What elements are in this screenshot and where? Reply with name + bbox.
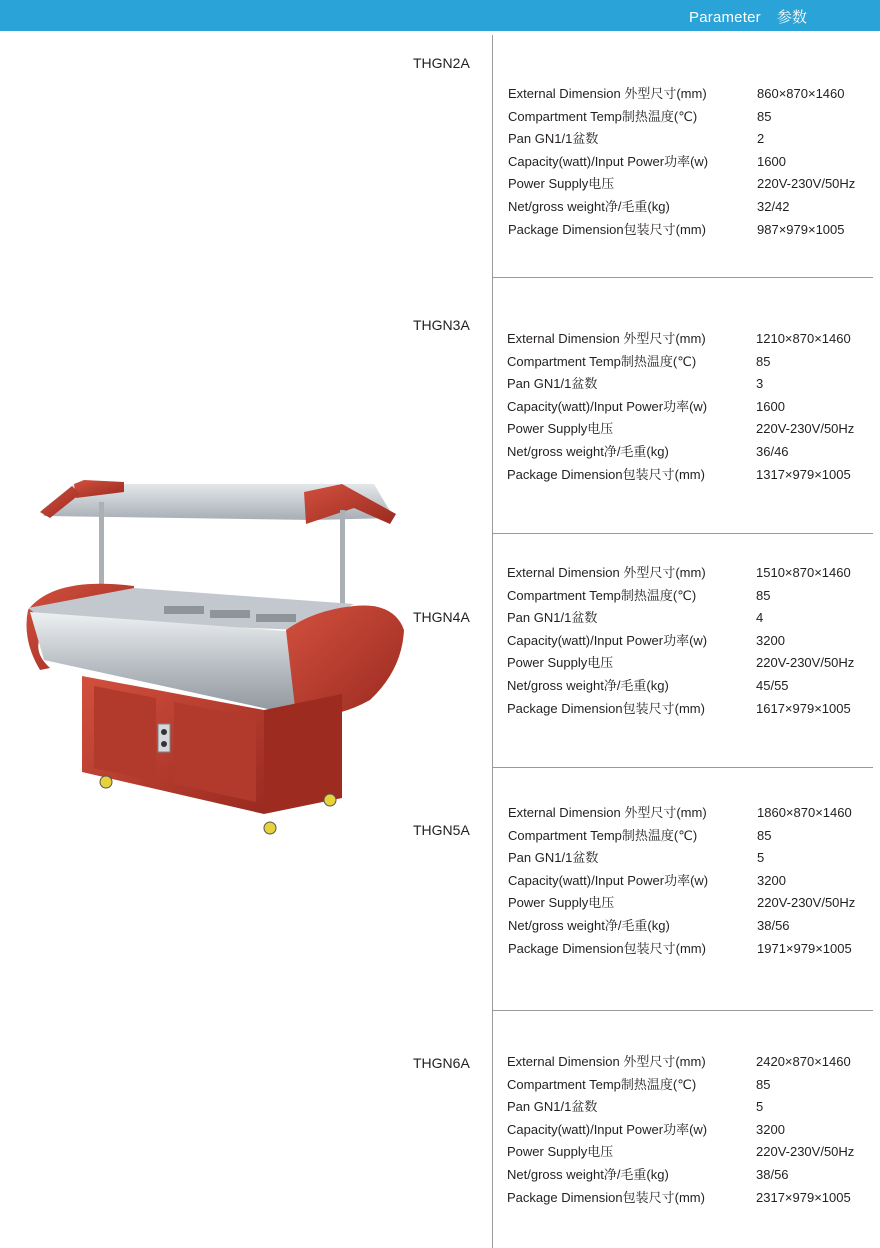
spec-value: 36/46: [756, 443, 789, 459]
spec-list: [507, 328, 877, 486]
spec-label: Capacity(watt)/Input Power功率(w): [508, 153, 709, 169]
spec-row: [507, 1051, 877, 1074]
spec-list: [507, 562, 877, 720]
spec-row: [508, 915, 878, 938]
title-en: Parameter: [689, 9, 761, 26]
spec-value: 1600: [756, 398, 785, 414]
spec-row: [508, 196, 878, 219]
spec-row: [508, 151, 878, 174]
spec-value: 1971×979×1005: [757, 940, 852, 956]
model-name: THGN5A: [413, 822, 470, 838]
spec-row: [508, 938, 878, 961]
spec-label: Net/gross weight净/毛重(kg): [507, 677, 669, 693]
spec-value: 987×979×1005: [757, 221, 845, 237]
spec-value: 220V-230V/50Hz: [756, 1144, 855, 1160]
spec-label: Compartment Temp制热温度(℃): [508, 827, 698, 843]
spec-value: 1617×979×1005: [756, 700, 851, 716]
spec-value: 38/56: [756, 1166, 789, 1182]
spec-value: 5: [756, 1099, 764, 1115]
spec-label: Power Supply电压: [508, 895, 615, 911]
spec-label: Net/gross weight净/毛重(kg): [508, 198, 670, 214]
spec-value: 220V-230V/50Hz: [756, 421, 855, 437]
spec-value: 860×870×1460: [757, 86, 845, 101]
spec-row: [507, 1187, 877, 1210]
spec-value: 3200: [756, 1121, 785, 1137]
spec-label: Compartment Temp制热温度(℃): [507, 587, 697, 603]
spec-row: [507, 1141, 877, 1164]
model-name: THGN6A: [413, 1055, 470, 1071]
spec-row: [508, 173, 878, 196]
spec-label: Power Supply电压: [507, 655, 614, 671]
spec-row: [507, 373, 877, 396]
spec-value: 5: [757, 850, 765, 866]
spec-label: Power Supply电压: [507, 1144, 614, 1160]
spec-row: [507, 562, 877, 585]
spec-row: [507, 1074, 877, 1097]
spec-value: 3200: [756, 632, 785, 648]
spec-label: Package Dimension包装尺寸(mm): [507, 700, 705, 716]
spec-label: Power Supply电压: [507, 421, 614, 437]
spec-label: Compartment Temp制热温度(℃): [507, 353, 697, 369]
spec-value: 85: [756, 353, 771, 369]
spec-list: [507, 1051, 877, 1209]
spec-label: Compartment Temp制热温度(℃): [508, 108, 698, 124]
spec-value: 1600: [757, 153, 786, 169]
spec-row: [508, 847, 878, 870]
spec-label: External Dimension 外型尺寸(mm): [508, 805, 707, 820]
spec-row: [507, 351, 877, 374]
spec-row: [508, 106, 878, 129]
spec-label: Compartment Temp制热温度(℃): [507, 1076, 697, 1092]
spec-row: [507, 652, 877, 675]
spec-value: 220V-230V/50Hz: [757, 176, 856, 192]
section-divider: [493, 533, 873, 534]
spec-row: [507, 328, 877, 351]
spec-label: Pan GN1/1盆数: [507, 610, 598, 626]
spec-value: 85: [756, 587, 771, 603]
spec-label: Package Dimension包装尺寸(mm): [507, 466, 705, 482]
spec-value: 3200: [757, 872, 786, 888]
spec-label: External Dimension 外型尺寸(mm): [507, 331, 706, 346]
section-divider: [493, 1010, 873, 1011]
spec-row: [507, 396, 877, 419]
spec-label: Package Dimension包装尺寸(mm): [508, 221, 706, 237]
spec-value: 3: [756, 376, 764, 392]
section-divider: [493, 767, 873, 768]
spec-row: [507, 630, 877, 653]
spec-label: Power Supply电压: [508, 176, 615, 192]
spec-row: [507, 675, 877, 698]
buffet-counter-image: [24, 480, 404, 840]
spec-list: [508, 802, 878, 960]
spec-value: 32/42: [757, 198, 790, 214]
model-name: THGN3A: [413, 317, 470, 333]
spec-row: [508, 892, 878, 915]
model-name: THGN4A: [413, 609, 470, 625]
spec-row: [507, 698, 877, 721]
spec-row: [507, 1164, 877, 1187]
spec-value: 85: [757, 827, 772, 843]
spec-row: [507, 441, 877, 464]
spec-label: Pan GN1/1盆数: [508, 850, 599, 866]
header-bar: [0, 0, 880, 31]
spec-row: [508, 802, 878, 825]
spec-label: Net/gross weight净/毛重(kg): [507, 443, 669, 459]
spec-value: 38/56: [757, 917, 790, 933]
spec-label: Capacity(watt)/Input Power功率(w): [508, 872, 709, 888]
spec-row: [508, 870, 878, 893]
spec-label: Net/gross weight净/毛重(kg): [507, 1166, 669, 1182]
spec-row: [507, 464, 877, 487]
spec-label: Pan GN1/1盆数: [508, 131, 599, 147]
spec-label: External Dimension 外型尺寸(mm): [507, 565, 706, 580]
spec-label: Pan GN1/1盆数: [507, 1099, 598, 1115]
spec-label: Net/gross weight净/毛重(kg): [508, 917, 670, 933]
spec-label: Package Dimension包装尺寸(mm): [507, 1189, 705, 1205]
spec-value: 45/55: [756, 677, 789, 693]
spec-value: 220V-230V/50Hz: [757, 895, 856, 911]
spec-value: 220V-230V/50Hz: [756, 655, 855, 671]
spec-value: 4: [756, 610, 764, 626]
title-cn: 参数: [776, 9, 808, 26]
spec-row: [508, 83, 878, 106]
spec-row: [507, 1096, 877, 1119]
spec-row: [507, 1119, 877, 1142]
spec-value: 1860×870×1460: [757, 805, 852, 820]
spec-row: [508, 128, 878, 151]
spec-label: External Dimension 外型尺寸(mm): [508, 86, 707, 101]
spec-label: Capacity(watt)/Input Power功率(w): [507, 632, 708, 648]
spec-label: Capacity(watt)/Input Power功率(w): [507, 1121, 708, 1137]
spec-label: External Dimension 外型尺寸(mm): [507, 1054, 706, 1069]
spec-value: 1510×870×1460: [756, 565, 851, 580]
spec-row: [507, 607, 877, 630]
spec-value: 85: [756, 1076, 771, 1092]
spec-row: [508, 825, 878, 848]
spec-list: [508, 83, 878, 241]
spec-value: 2: [757, 131, 765, 147]
spec-row: [507, 585, 877, 608]
spec-value: 85: [757, 108, 772, 124]
spec-value: 1210×870×1460: [756, 331, 851, 346]
spec-row: [507, 418, 877, 441]
spec-row: [508, 219, 878, 242]
spec-value: 1317×979×1005: [756, 466, 851, 482]
spec-label: Pan GN1/1盆数: [507, 376, 598, 392]
section-divider: [493, 277, 873, 278]
spec-label: Capacity(watt)/Input Power功率(w): [507, 398, 708, 414]
spec-label: Package Dimension包装尺寸(mm): [508, 940, 706, 956]
vertical-divider: [492, 35, 493, 1248]
page-title: [689, 6, 807, 27]
spec-value: 2317×979×1005: [756, 1189, 851, 1205]
spec-value: 2420×870×1460: [756, 1054, 851, 1069]
model-name: THGN2A: [413, 55, 470, 71]
